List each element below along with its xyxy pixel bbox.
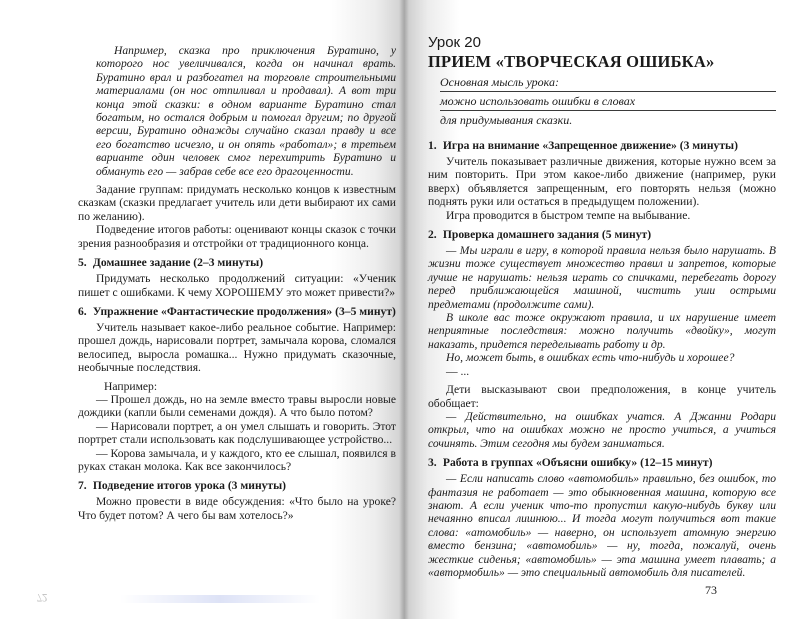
section-2-after-text: Дети высказывают свои предположения, в конце учитель обобщает: [428, 383, 776, 410]
idea-rule-2 [440, 110, 776, 111]
page-number-right: 73 [705, 583, 717, 597]
book-gutter [399, 0, 409, 619]
section-7-title: Подведение итогов урока (3 минуты) [92, 479, 287, 493]
section-1-title: Игра на внимание «Запрещенное движение» (3 минуты) [442, 139, 738, 152]
right-column [428, 34, 776, 579]
section-5-heading [78, 256, 396, 270]
section-1-text-2: Игра проводится в быстром темпе на выбывание. [446, 208, 691, 222]
dialog-line-3: — Корова замычала, и у каждого, кто ее слышал, появился в руках стакан молока. Как все закончилось? [78, 446, 396, 473]
main-idea-line-3: для придумывания сказки. [440, 113, 573, 127]
section-6-title: Упражнение «Фантастические продолжения» (3–5 минут) [92, 304, 396, 318]
right-page [404, 0, 800, 619]
main-idea-line-1: Основная мысль урока: [440, 75, 559, 89]
section-2-dialog-4: — ... [446, 364, 470, 378]
section-5-title: Домашнее задание (2–3 минуты) [92, 256, 264, 270]
section-7-number: 7. [78, 479, 87, 493]
section-6-heading [78, 305, 396, 319]
section-5-number: 5. [78, 256, 87, 270]
ink-bleed [120, 595, 320, 603]
left-column [78, 44, 396, 522]
lesson-number: Урок 20 [428, 34, 481, 51]
section-1-number: 1. [428, 139, 437, 152]
section-3-dialog-1: — Если написать слово «автомобиль» правильно, без ошибок, то фантазия не работает — это обыкновенная машина, которую все знают. А если ученик что-то пропустил какую-нибудь букву или нечаянно вписал лишнюю... И тогда могут получиться вот такие слова: «атомобиль» — наверно, он использует атомную энергию вместо бензина; «автомобиль» — ну, тогда, пожалуй, очень жесткие сиденья; «автомобиль» — эта машина умеет плавать; а «автормобиль» — это специальный автомобиль для писателей. [428, 472, 776, 579]
idea-rule-1 [440, 91, 776, 92]
section-2-dialog-2: В школе вас тоже окружают правила, и их нарушение имеет неприятные последствия: можно получить «двойку», могут наказать, придется переделывать работу и др. [428, 311, 776, 351]
section-5-text: Придумать несколько продолжений ситуации: «Ученик пишет с ошибками. К чему ХОРОШЕМУ это может привести?» [78, 272, 396, 299]
section-1-heading [428, 139, 776, 153]
dialog-line-2: — Нарисовали портрет, а он умел слышать и говорить. Этот портрет стали использовать как подслушивающее устройство... [78, 419, 396, 447]
dialog-line-1: — Прошел дождь, но на земле вместо травы выросли новые дождики (капли были семенами дождя). А что было потом? [78, 392, 396, 420]
lesson-title: ПРИЕМ «ТВОРЧЕСКАЯ ОШИБКА» [428, 52, 715, 71]
section-7-text: Можно провести в виде обсуждения: «Что было на уроке? Что будет потом? А чего бы вам хотелось?» [78, 495, 396, 522]
section-6-text: Учитель называет какое-либо реальное событие. Например: прошел дождь, нарисовали портрет, замычала корова, сломался велосипед, выросла ромашка... Нужно придумать сказочные, необычные последствия. [78, 320, 396, 375]
main-idea-line-2: можно использовать ошибки в словах [440, 94, 636, 108]
section-2-dialog-3: Но, может быть, в ошибках есть что-нибудь и хорошее? [446, 351, 735, 365]
section-7-heading [78, 479, 396, 493]
section-2-title: Проверка домашнего задания (5 минут) [442, 228, 652, 242]
section-6-number: 6. [78, 304, 87, 318]
section-1-text: Учитель показывает различные движения, которые нужно всем за ним повторить. При этом какое-либо движение (например, руки вверх) объявляется запрещенным, его повторять нельзя (можно поднять руки или остаться в предыдущем положении). [428, 155, 776, 209]
main-idea [428, 75, 776, 127]
example-block [78, 44, 396, 178]
section-3-number: 3. [428, 456, 437, 470]
section-2-dialog-5: — Действительно, на ошибках учатся. А Джанни Родари открыл, что на ошибках можно не просто учиться, а учиться сочинять. Этим сегодня мы будем заниматься. [428, 409, 776, 450]
section-2-heading [428, 228, 776, 242]
section-3-heading [428, 456, 776, 470]
group-task-paragraph: Задание группам: придумать несколько концов к известным сказкам (сказки предлагает учитель или дети выбирают их сами по желанию). [78, 183, 396, 223]
page-number-left: 72 [36, 591, 48, 605]
section-2-dialog-1: — Мы играли в игру, в которой правила нельзя было нарушать. В жизни тоже существует множество правил и запретов, которые лучше не нарушать: нельзя играть со спичками, перебегать дорогу перед приближающейся машиной, чистить уши острыми предметами (продолжите сами). [428, 244, 776, 311]
summary-paragraph: Подведение итогов работы: оценивают концы сказок с точки зрения разнообразия и отстройки от традиционного конца. [78, 223, 396, 250]
example-label: Например: [104, 379, 158, 393]
section-2-number: 2. [428, 228, 437, 242]
section-3-title: Работа в группах «Объясни ошибку» (12–15 минут) [442, 456, 713, 470]
example-paragraph: Например, сказка про приключения Буратино, у которого нос увеличивался, когда он начинал врать. Буратино врал и разбогател на торговле строительными материалами (он нос отпиливал и продавал). А вот три конца этой сказки: в одном варианте Буратино стал богатым, но остался добрым и помогал другим; по другой версии, Буратино однажды случайно сказал правду и все его богатство исчезло, и он опять «работал»; в третьем варианте один человек смог перехитрить Буратино и обмануть его — забрав себе все его драгоценности. [96, 44, 396, 178]
